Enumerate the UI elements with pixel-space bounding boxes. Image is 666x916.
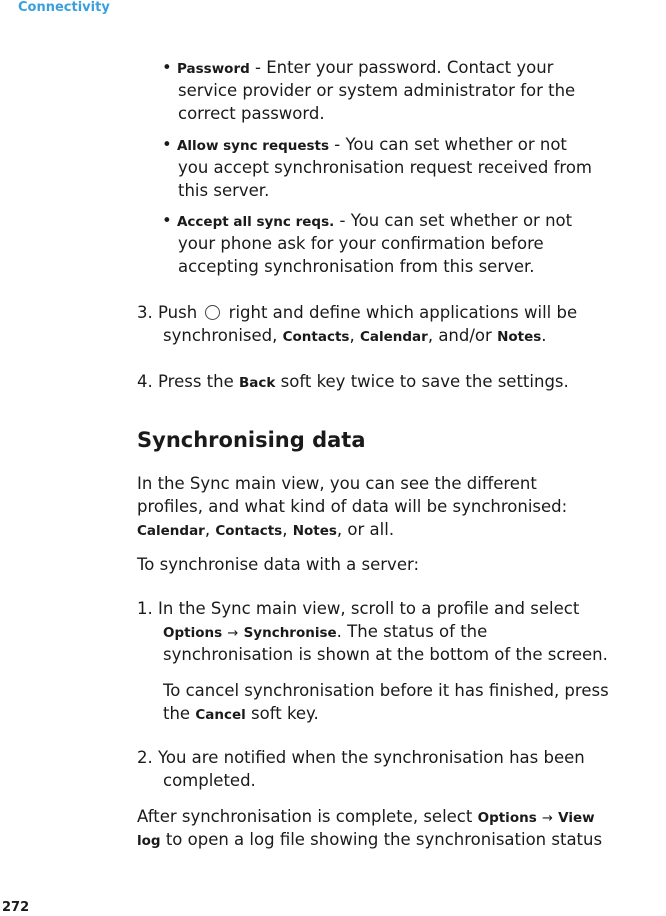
sync-step-1-line3: synchronisation is shown at the bottom of the screen. <box>163 645 608 664</box>
bullet-text: accepting synchronisation from this server. <box>178 257 535 276</box>
to-sync-text: To synchronise data with a server: <box>137 555 420 574</box>
cancel-line: To cancel synchronisation before it has finished, press <box>163 681 609 700</box>
page-number: 272 <box>2 900 30 915</box>
step-text: synchronised, <box>163 326 278 345</box>
bullet-text: - You can set whether or not <box>334 211 573 230</box>
options-term: Options <box>163 625 223 641</box>
bullet-term: Password <box>176 61 250 77</box>
step-text: soft key twice to save the settings. <box>280 372 569 391</box>
step-4 <box>137 370 569 396</box>
step-number: 4. <box>137 372 153 391</box>
step-text: soft key. <box>251 704 319 723</box>
view-log-term: View <box>558 810 595 826</box>
step-text: In the Sync main view, scroll to a profile and select <box>158 599 580 618</box>
bullet-term: Accept all sync reqs. <box>176 214 335 230</box>
sync-step-1 <box>137 597 579 621</box>
bullet-text: this server. <box>178 181 270 200</box>
step-text: . The status of the <box>336 622 488 641</box>
bullet-text: - You can set whether or not <box>329 135 567 154</box>
bullet-text: you accept synchronisation request received from <box>178 158 592 177</box>
contacts-term: Contacts <box>282 329 350 345</box>
step-text: the <box>163 704 191 723</box>
step-text: Push <box>158 303 198 322</box>
sync-step-2 <box>137 746 585 770</box>
step-number: 3. <box>137 303 153 322</box>
synchronise-term: Synchronise <box>243 625 337 641</box>
calendar-term: Calendar <box>359 329 428 345</box>
bullet-text: your phone ask for your confirmation before <box>178 234 544 253</box>
bullet-text: service provider or system administrator for the <box>178 81 576 100</box>
cancel-key-term: Cancel <box>195 707 246 723</box>
step-number: 1. <box>137 599 153 618</box>
section-heading: Synchronising data <box>137 428 366 452</box>
calendar-term: Calendar <box>137 523 205 539</box>
intro-text: , <box>282 520 288 539</box>
sync-step-2-line2: completed. <box>163 771 256 790</box>
after-text: After synchronisation is complete, select <box>137 807 473 826</box>
nav-key-icon <box>205 305 220 320</box>
cancel-line2 <box>163 702 319 728</box>
bullet-text: - Enter your password. Contact your <box>249 58 554 77</box>
step-number: 2. <box>137 748 153 767</box>
step-3 <box>137 301 577 325</box>
step-text: , <box>349 326 355 345</box>
bullet-term: Allow sync requests <box>176 138 330 154</box>
contacts-term: Contacts <box>215 523 283 539</box>
intro-text: , <box>204 520 211 539</box>
view-log-term: log <box>137 833 161 849</box>
back-key-term: Back <box>239 375 276 391</box>
sync-step-1-line2 <box>163 620 487 646</box>
step-text: Press the <box>158 372 234 391</box>
intro-line: profiles, and what kind of data will be synchronised: <box>137 497 568 516</box>
bullet-text: correct password. <box>178 104 325 123</box>
bullet-password: • Password - Enter your password. Contact your <box>162 58 554 77</box>
after-line2 <box>137 828 602 854</box>
intro-text: , or all. <box>336 520 395 539</box>
after-line <box>137 805 595 831</box>
step-text: right and define which applications will be <box>228 303 578 322</box>
step-text: You are notified when the synchronisation has been <box>158 748 585 767</box>
notes-term: Notes <box>292 523 337 539</box>
intro-line: In the Sync main view, you can see the different <box>137 474 537 493</box>
bullet-accept-all: • Accept all sync reqs. - You can set whether or not <box>162 211 573 230</box>
intro-line <box>137 518 394 544</box>
step-3-line2 <box>163 324 547 350</box>
bullet-allow-sync: • Allow sync requests - You can set whether or not <box>162 135 567 154</box>
step-text: . <box>541 326 547 345</box>
arrow-icon: → <box>227 626 239 641</box>
notes-term: Notes <box>497 329 542 345</box>
after-text: to open a log file showing the synchronisation status <box>165 830 603 849</box>
arrow-icon: → <box>542 811 553 826</box>
options-term: Options <box>477 810 537 826</box>
section-label: Connectivity <box>18 0 110 15</box>
step-text: , and/or <box>427 326 492 345</box>
